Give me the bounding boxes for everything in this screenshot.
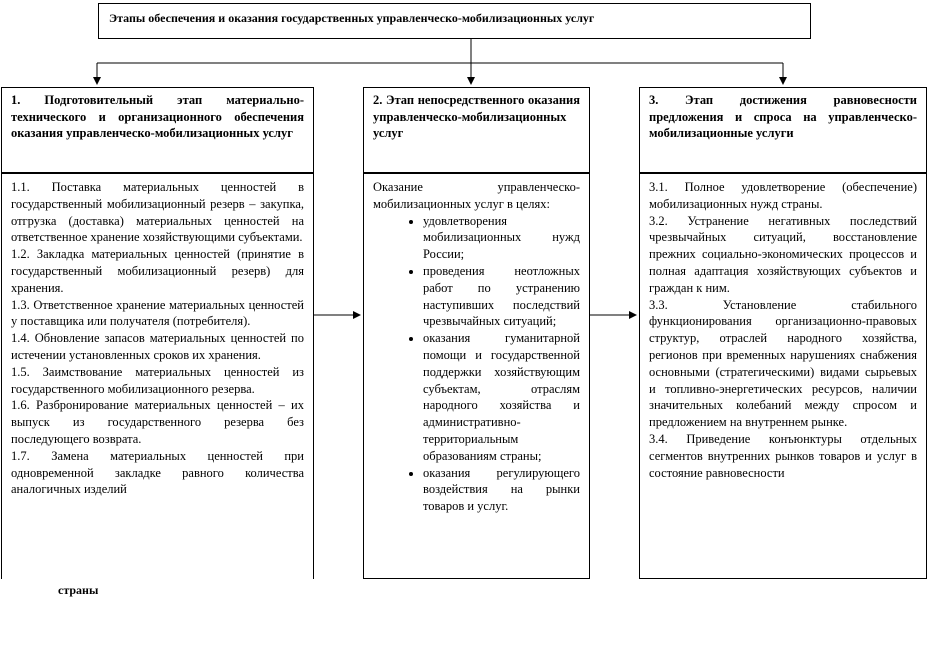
stage-2-bullet: • удовлетворения мобилизационных нужд России;: [423, 213, 580, 263]
stage-2-bullet: • оказания регулирующего воздействия на рынки товаров и услуг.: [423, 465, 580, 515]
stage-2-bullet-list: [373, 213, 580, 515]
stage-1-item: 1.2. Закладка материальных ценностей (принятие в государственный мобилизационный резерв) для хранения.: [11, 247, 304, 295]
stage-3-item: 3.2. Устранение негативных последствий чрезвычайных ситуаций, восстановление прежних социально-экономических процессов и полная адаптация хозяйствующих субъектов и граждан к ним.: [649, 213, 917, 295]
stage-1-item: 1.1. Поставка материальных ценностей в государственный мобилизационный резерв – закупка, отгрузка (доставка) материальных ценностей на ответственное хранение хозяйствующими субъектами.: [11, 180, 304, 245]
stage-2-bullet: • проведения неотложных работ по устранению наступивших последствий чрезвычайных ситуаций;: [423, 263, 580, 330]
stage-3-body: [639, 173, 927, 579]
stage-1-item: 1.5. Заимствование материальных ценностей из государственного мобилизационного резерва.: [11, 364, 304, 396]
stage-2-body: [363, 173, 590, 579]
stage-2-intro: Оказание управленческо-мобилизационных услуг в целях:: [373, 180, 580, 211]
stage-3-item: 3.3. Установление стабильного функционирования организационно-правовых структур, отраслей народного хозяйства, регионов при временных нарушениях снабжения основными (стратегическими) видами сырьевых и топливно-энергетических ресурсов, наличии значительных колебаний между спросом и предложением на внутреннем рынке.: [649, 297, 917, 430]
diagram-title: Этапы обеспечения и оказания государственных управленческо-мобилизационных услуг: [98, 3, 811, 39]
stage-2-bullet: • оказания гуманитарной помощи и государственной поддержки хозяйствующим субъектам, отраслям народного хозяйства и административно-территориальным образованиям страны;: [423, 330, 580, 464]
stage-1-item: 1.7. Замена материальных ценностей при одновременной закладке равного количества аналогичных изделий: [11, 448, 304, 497]
footer-text: страны: [58, 583, 99, 597]
stage-1-item: 1.4. Обновление запасов материальных ценностей по истечении установленных сроков их хранения.: [11, 331, 304, 362]
stage-3-item: 3.1. Полное удовлетворение (обеспечение) мобилизационных нужд страны.: [649, 180, 917, 211]
stage-1-body: [1, 173, 314, 579]
stage-3-header: 3. Этап достижения равновесности предложения и спроса на управленческо-мобилизационные услуги: [639, 87, 927, 173]
stage-1-item: 1.3. Ответственное хранение материальных ценностей у поставщика или получателя (потребителя).: [11, 297, 304, 329]
stage-3-item: 3.4. Приведение конъюнктуры отдельных сегментов внутренних рынков товаров и услуг в состояние равновесности: [649, 431, 917, 480]
stage-2-header: 2. Этап непосредственного оказания управленческо-мобилизационных услуг: [363, 87, 590, 173]
stage-1-item: 1.6. Разбронирование материальных ценностей – их выпуск из государственного резерва без последующего возврата.: [11, 398, 304, 446]
stage-1-header: 1. Подготовительный этап материально-технического и организационного обеспечения оказания управленческо-мобилизационных услуг: [1, 87, 314, 173]
